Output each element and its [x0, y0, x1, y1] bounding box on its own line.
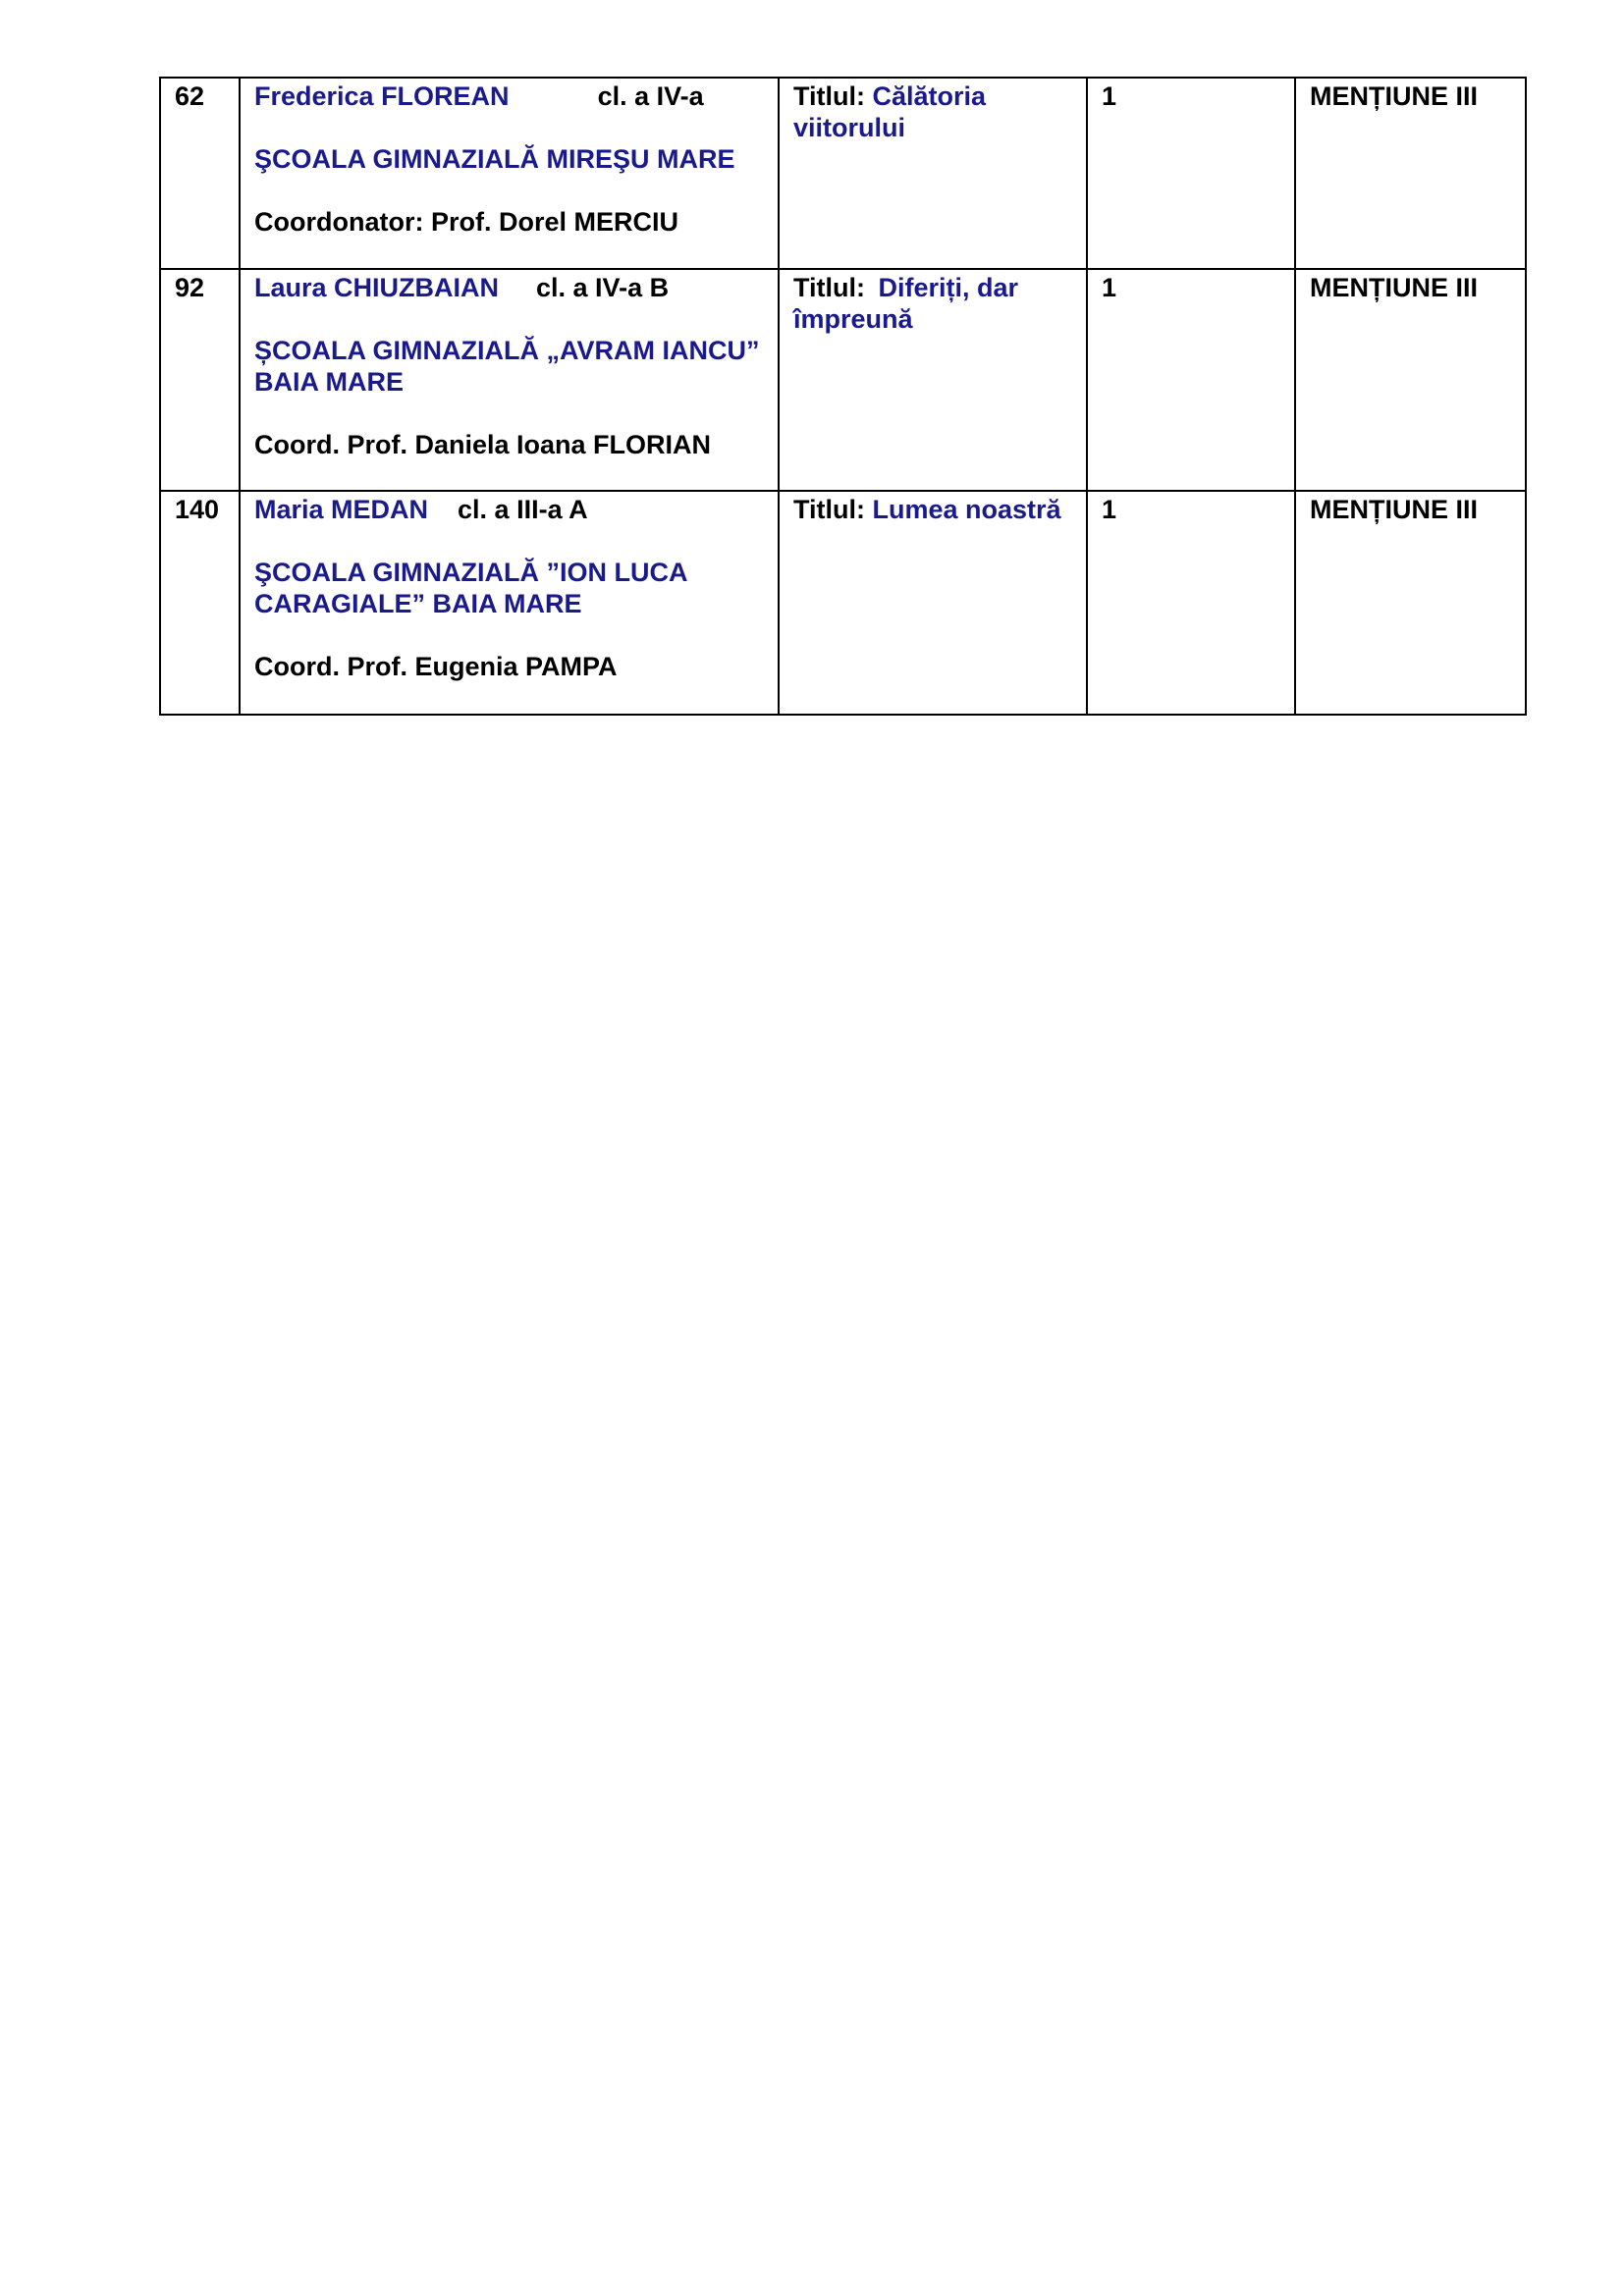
prize-value: MENȚIUNE III [1310, 495, 1479, 524]
participant-class: cl. a III-a A [458, 495, 588, 524]
school-name: ȘCOALA GIMNAZIALĂ „AVRAM IANCU” BAIA MARE [254, 336, 760, 397]
participant-cell [240, 269, 779, 491]
count-value: 1 [1102, 495, 1117, 524]
table-row [160, 269, 1526, 491]
work-title: Călătoria viitorului [793, 81, 987, 142]
school-name: ŞCOALA GIMNAZIALĂ ”ION LUCA CARAGIALE” BAIA MARE [254, 558, 687, 618]
participant-name: Maria MEDAN [254, 495, 429, 524]
prize-cell [1295, 78, 1526, 269]
count-value: 1 [1102, 273, 1117, 302]
count-cell [1087, 491, 1295, 715]
table-row [160, 491, 1526, 715]
title-label: Titlul: [793, 273, 865, 302]
table-row [160, 78, 1526, 269]
entry-number-cell [160, 269, 240, 491]
entry-number: 140 [175, 495, 220, 524]
prize-cell [1295, 491, 1526, 715]
prize-cell [1295, 269, 1526, 491]
participant-cell [240, 78, 779, 269]
count-cell [1087, 269, 1295, 491]
participant-name-line [254, 80, 764, 112]
participant-name-line [254, 494, 764, 525]
results-table [159, 77, 1527, 716]
participant-name: Frederica FLOREAN [254, 81, 510, 111]
prize-value: MENȚIUNE III [1310, 81, 1479, 111]
count-cell [1087, 78, 1295, 269]
coordinator: Coord. Prof. Eugenia PAMPA [254, 652, 618, 681]
work-title-cell [779, 78, 1087, 269]
title-label: Titlul: [793, 81, 865, 111]
prize-value: MENȚIUNE III [1310, 273, 1479, 302]
entry-number: 92 [175, 273, 205, 302]
entry-number: 62 [175, 81, 205, 111]
participant-cell [240, 491, 779, 715]
coordinator: Coord. Prof. Daniela Ioana FLORIAN [254, 430, 712, 459]
participant-class: cl. a IV-a [597, 81, 704, 111]
work-title: Diferiți, dar împreună [793, 273, 1019, 334]
participant-name: Laura CHIUZBAIAN [254, 273, 500, 302]
count-value: 1 [1102, 81, 1117, 111]
work-title: Lumea noastră [872, 495, 1061, 524]
title-label: Titlul: [793, 495, 865, 524]
entry-number-cell [160, 78, 240, 269]
participant-class: cl. a IV-a B [536, 273, 670, 302]
work-title-cell [779, 269, 1087, 491]
work-title-cell [779, 491, 1087, 715]
school-name: ŞCOALA GIMNAZIALĂ MIREŞU MARE [254, 144, 735, 174]
entry-number-cell [160, 491, 240, 715]
coordinator: Coordonator: Prof. Dorel MERCIU [254, 207, 678, 237]
participant-name-line [254, 272, 764, 303]
